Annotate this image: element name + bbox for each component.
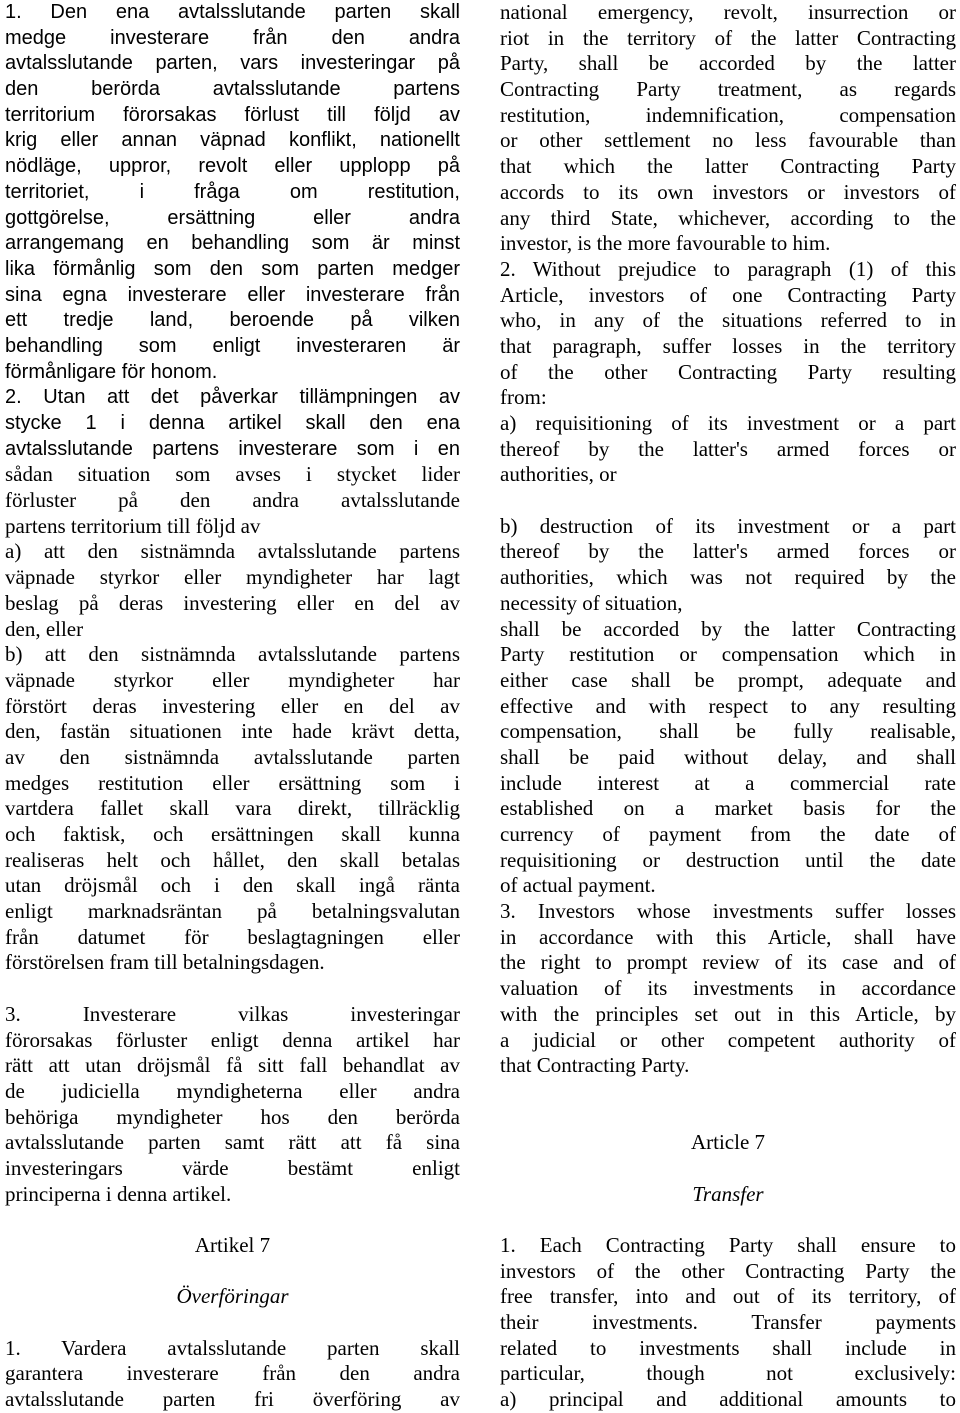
spacer (5, 1310, 460, 1336)
text-line: den, fastän situationen inte hade krävt detta, (5, 719, 460, 744)
text-line: free transfer, into and out of its territory, of (500, 1284, 956, 1309)
text-line: avtalsslutande parten, vars investeringar på (5, 52, 460, 75)
swedish-paragraph-3 (5, 1002, 460, 1208)
text-line: väpnade styrkor eller myndigheter har (5, 667, 460, 692)
text-line: a) requisitioning of its investment or a part (500, 411, 956, 435)
text-line: avtalsslutande parten samt rätt att få sina (5, 1130, 460, 1155)
text-line: requisitioning or destruction until the date (500, 847, 956, 872)
spacer (5, 976, 460, 1002)
text-line: their investments. Transfer payments (500, 1310, 956, 1335)
english-paragraph-1 (500, 0, 956, 257)
text-line: ett tredje land, beroende på vilken (5, 309, 460, 332)
text-line: Contracting Party treatment, as regards (500, 77, 956, 102)
text-line: riot in the territory of the latter Contracting (500, 25, 956, 50)
text-line: or other settlement no less favourable than (500, 128, 956, 153)
text-line: include interest at a commercial rate (500, 770, 956, 795)
text-line: 1. Den ena avtalsslutande parten skall (5, 1, 460, 23)
text-line: restitution, indemnification, compensation (500, 102, 956, 127)
text-line: stycke 1 i denna artikel skall den ena (5, 412, 460, 434)
text-line: investeringars värde bestämt enligt (5, 1155, 460, 1180)
english-column (500, 0, 956, 1413)
text-line: nödläge, uppror, revolt eller upplopp på (5, 155, 460, 178)
english-paragraph-2 (500, 257, 956, 488)
text-line: 2. Utan att det påverkar tillämpningen av (5, 386, 460, 409)
text-line: thereof by the latter's armed forces or (500, 436, 956, 461)
text-line: de judiciella myndigheterna eller andra (5, 1078, 460, 1103)
text-line: behandling som enligt investeraren är (5, 334, 460, 357)
text-line: avtalsslutande partens investerare som i en (5, 437, 460, 460)
text-line: beslag på deras investering eller en del av (5, 590, 460, 615)
text-line: accords to its own investors or investors of (500, 179, 956, 204)
text-line: gottgörelse, ersättning eller andra (5, 206, 460, 229)
text-line: enligt marknadsräntan på betalningsvalutan (5, 899, 460, 924)
text-line: 3. Investors whose investments suffer losses (500, 899, 956, 924)
text-line: förmånligare för honom. (5, 360, 218, 383)
text-line: b) att den sistnämnda avtalsslutande partens (5, 642, 460, 667)
swedish-article-7-paragraph-1 (5, 1336, 460, 1413)
text-line: the right to prompt review of its case and of (500, 950, 956, 975)
text-line: effective and with respect to any resulting (500, 693, 956, 718)
text-line: currency of payment from the date of (500, 822, 956, 846)
text-line: of actual payment. (500, 873, 656, 898)
english-article-heading: Article 7 (690, 1130, 766, 1155)
text-line: thereof by the latter's armed forces or (500, 539, 956, 564)
text-line: och faktisk, och ersättningen skall kunna (5, 822, 460, 846)
text-line: arrangemang en behandling som är minst (5, 232, 460, 255)
text-line: den berörda avtalsslutande partens (5, 78, 460, 101)
text-line: b) destruction of its investment or a part (500, 513, 956, 538)
text-line: compensation, shall be fully realisable, (500, 719, 956, 744)
text-line: partens territorium till följd av (5, 513, 261, 538)
text-line: från datumet för beslagtagningen eller (5, 924, 460, 949)
text-line: particular, though not exclusively: (500, 1361, 956, 1386)
text-line: Party, shall be accorded by the latter (500, 51, 956, 76)
swedish-paragraph-1 (5, 0, 460, 385)
text-line: authorities, which was not required by the (500, 565, 956, 590)
text-line: förorsakas förluster enligt denna artikel har (5, 1027, 460, 1052)
text-line: väpnade styrkor eller myndigheter har lagt (5, 565, 460, 590)
text-line: krig eller annan väpnad konflikt, nationellt (5, 129, 460, 152)
text-line: vartdera fallet skall vara direkt, tillräcklig (5, 796, 460, 821)
spacer (5, 1207, 460, 1233)
text-line: sådan situation som avses i stycket lider (5, 462, 460, 487)
text-line: investor, is the more favourable to him. (500, 231, 831, 256)
text-line: Party restitution or compensation which in (500, 642, 956, 667)
text-line: of the other Contracting Party resulting (500, 359, 956, 384)
english-article-subheading: Transfer (692, 1181, 764, 1206)
text-line: territoriet, i fråga om restitution, (5, 180, 460, 203)
text-line: 2. Without prejudice to paragraph (1) of this (500, 256, 956, 281)
swedish-paragraph-2-intro (5, 385, 460, 462)
text-line: authorities, or (500, 462, 617, 487)
text-line: förluster på den andra avtalsslutande (5, 488, 460, 513)
english-article-7-paragraph-1 (500, 1233, 956, 1413)
swedish-paragraph-2-body (5, 462, 460, 976)
text-line: av den sistnämnda avtalsslutande parten (5, 744, 460, 769)
text-line: in accordance with this Article, shall have (500, 924, 956, 949)
text-line: a) att den sistnämnda avtalsslutande partens (5, 539, 460, 564)
english-paragraph-3 (500, 899, 956, 1079)
text-line: shall be accorded by the latter Contracting (500, 616, 956, 641)
swedish-article-heading: Artikel 7 (194, 1233, 271, 1257)
text-line: territorium förorsakas förlust till följd av (5, 103, 460, 126)
text-line: that which the latter Contracting Party (500, 154, 956, 179)
text-line: principerna i denna artikel. (5, 1181, 232, 1206)
text-line: either case shall be prompt, adequate and (500, 667, 956, 692)
spacer (500, 1207, 956, 1233)
text-line: necessity of situation, (500, 590, 683, 615)
spacer (5, 1259, 460, 1285)
text-line: Article, investors of one Contracting Party (500, 282, 956, 307)
text-line: established on a market basis for the (500, 796, 956, 821)
text-line: 1. Each Contracting Party shall ensure to (500, 1233, 956, 1257)
text-line: who, in any of the situations referred to in (500, 308, 956, 333)
text-line: 3. Investerare vilkas investeringar (5, 1001, 460, 1026)
text-line: that paragraph, suffer losses in the territory (500, 333, 956, 358)
swedish-column (5, 0, 460, 1413)
text-line: medges restitution eller ersättning som i (5, 770, 460, 795)
text-line: medge investerare från den andra (5, 26, 460, 49)
spacer (500, 1156, 956, 1182)
text-line: sina egna investerare eller investerare från (5, 283, 460, 306)
text-line: that Contracting Party. (500, 1053, 690, 1078)
english-paragraph-2b (500, 514, 956, 899)
spacer (500, 1079, 956, 1105)
text-line: avtalsslutande parten fri överföring av (5, 1387, 460, 1412)
text-line: förstört deras investering eller en del av (5, 693, 460, 718)
text-line: rätt att utan dröjsmål få sitt fall behandlat av (5, 1053, 460, 1078)
text-line: utan dröjsmål och i den skall ingå ränta (5, 873, 460, 898)
text-line: with the principles set out in this Article, by (500, 1001, 956, 1026)
text-line: shall be paid without delay, and shall (500, 744, 956, 769)
text-line: den, eller (5, 616, 84, 641)
text-line: a) principal and additional amounts to (500, 1387, 956, 1412)
spacer (500, 488, 956, 514)
text-line: related to investments shall include in (500, 1335, 956, 1360)
text-line: garantera investerare från den andra (5, 1361, 460, 1386)
swedish-article-subheading: Överföringar (176, 1284, 289, 1309)
text-line: investors of the other Contracting Party the (500, 1258, 956, 1283)
text-line: a judicial or other competent authority of (500, 1027, 956, 1052)
text-line: lika förmånlig som den som parten medger (5, 257, 460, 280)
text-line: any third State, whichever, according to the (500, 205, 956, 230)
text-line: from: (500, 385, 547, 410)
spacer (500, 1105, 956, 1131)
text-line: national emergency, revolt, insurrection or (500, 0, 956, 24)
text-line: förstörelsen fram till betalningsdagen. (5, 950, 325, 975)
text-line: realiseras helt och hållet, den skall betalas (5, 847, 460, 872)
text-line: 1. Vardera avtalsslutande parten skall (5, 1335, 460, 1360)
text-line: valuation of its investments in accordance (500, 976, 956, 1001)
text-line: behöriga myndigheter hos den berörda (5, 1104, 460, 1129)
